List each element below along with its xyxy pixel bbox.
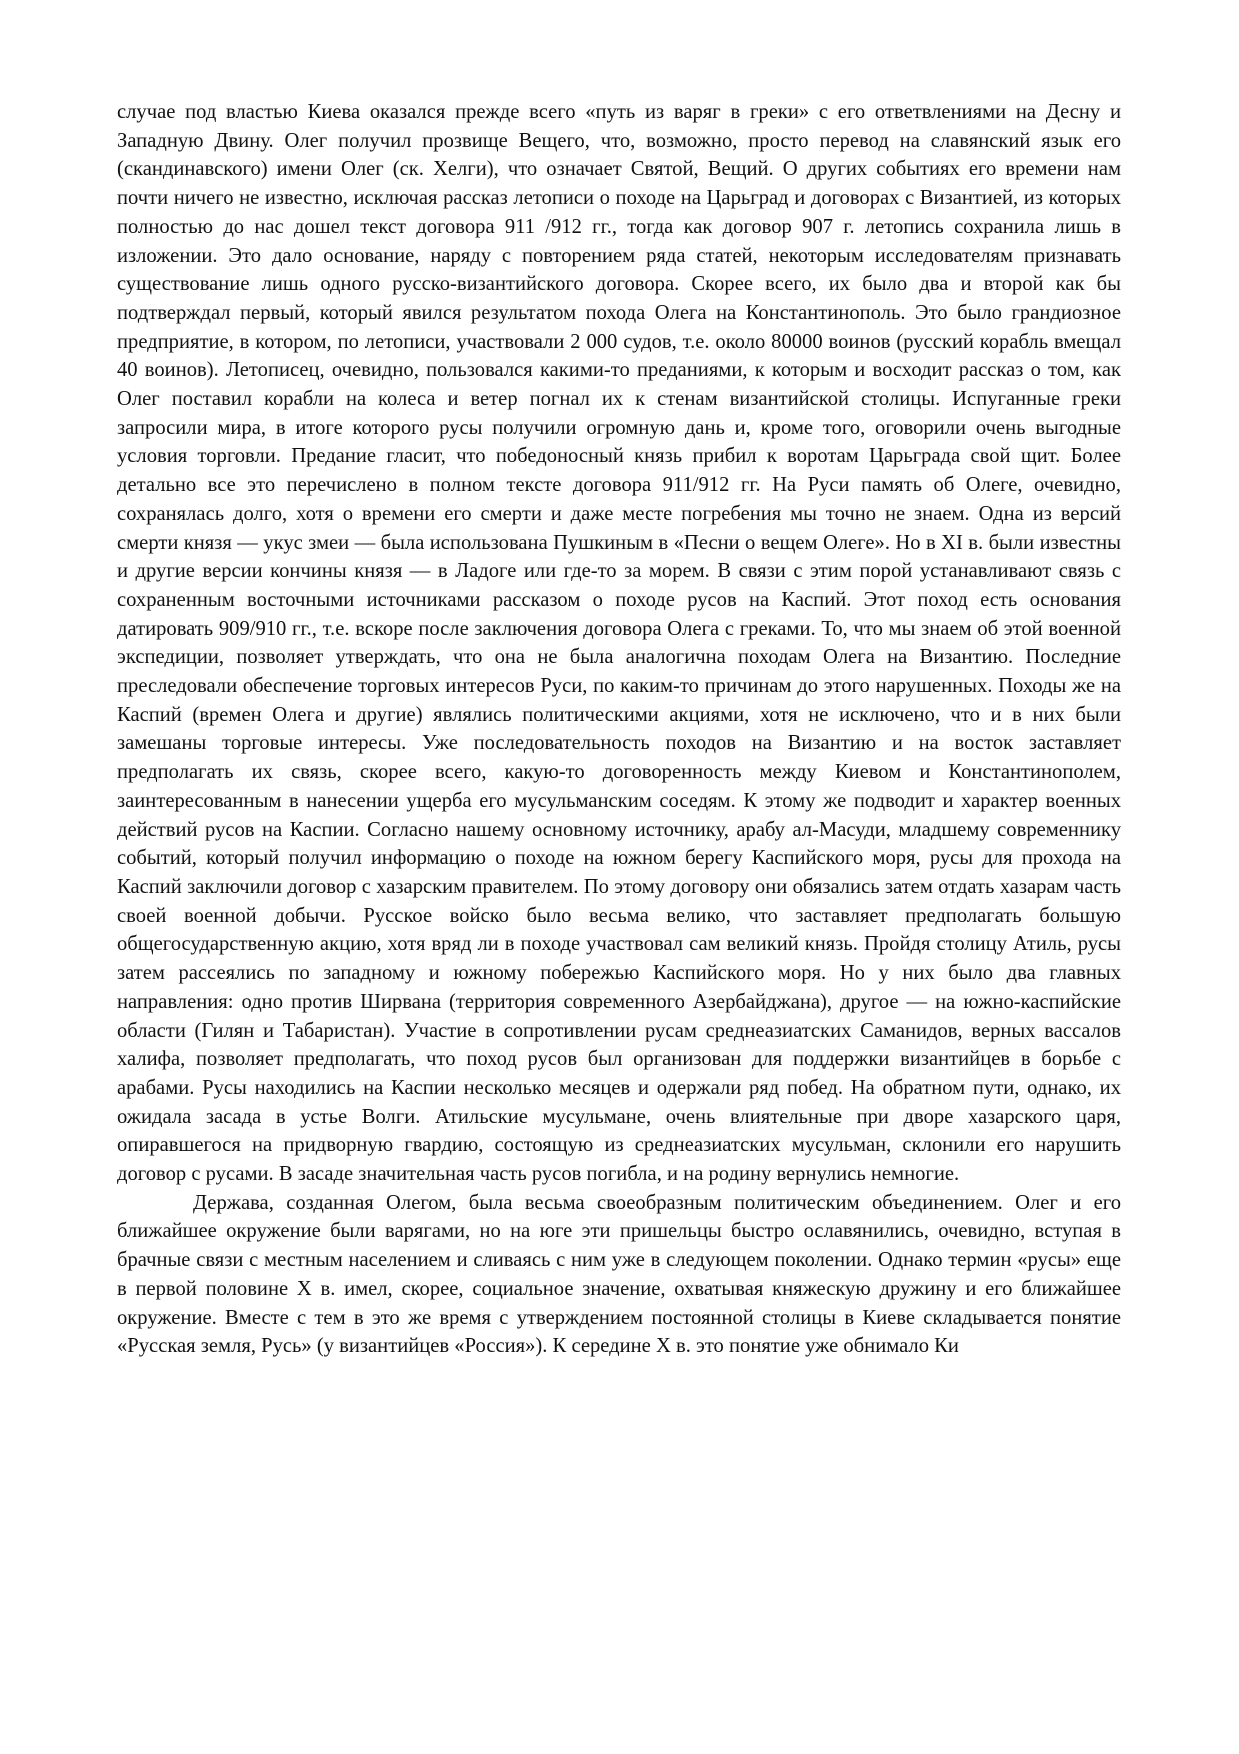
document-page	[117, 98, 1121, 1361]
paragraph-oleg-state: Держава, созданная Олегом, была весьма своеобразным политическим объединением. Олег и его ближайшее окружение были варягами, но на юге эти пришельцы быстро ославянились, очевидно, вступая в брачные связи с местным населением и сливаясь с ним уже в следующем поколении. Однако термин «русы» еще в первой половине X в. имел, скорее, социальное значение, охватывая княжескую дружину и его ближайшее окружение. Вместе с тем в это же время с утверждением постоянной столицы в Киеве складывается понятие «Русская земля, Русь» (у византийцев «Россия»). К середине X в. это понятие уже обнимало Ки	[117, 1191, 1121, 1358]
paragraph-oleg-campaigns: случае под властью Киева оказался прежде всего «путь из варяг в греки» с его ответвлениями на Десну и Западную Двину. Олег получил прозвище Вещего, что, возможно, просто перевод на славянский язык его (скандинавского) имени Олег (ск. Хелги), что означает Святой, Вещий. О других событиях его времени нам почти ничего не известно, исключая рассказ летописи о походе на Царьград и договорах с Византией, из которых полностью до нас дошел текст договора 911 /912 гг., тогда как договор 907 г. летопись сохранила лишь в изложении. Это дало основание, наряду с повторением ряда статей, некоторым исследователям признавать существование лишь одного русско-византийского договора. Скорее всего, их было два и второй как бы подтверждал первый, который явился результатом похода Олега на Константинополь. Это было грандиозное предприятие, в котором, по летописи, участвовали 2 000 судов, т.е. около 80000 воинов (русский корабль вмещал 40 воинов). Летописец, очевидно, пользовался какими-то преданиями, к которым и восходит рассказ о том, как Олег поставил корабли на колеса и ветер погнал их к стенам византийской столицы. Испуганные греки запросили мира, в итоге которого русы получили огромную дань и, кроме того, оговорили очень выгодные условия торговли. Предание гласит, что победоносный князь прибил к воротам Царьграда свой щит. Более детально все это перечислено в полном тексте договора 911/912 гг. На Руси память об Олеге, очевидно, сохранялась долго, хотя о времени его смерти и даже месте погребения мы точно не знаем. Одна из версий смерти князя — укус змеи — была использована Пушкиным в «Песни о вещем Олеге». Но в XI в. были известны и другие версии кончины князя — в Ладоге или где-то за морем. В связи с этим порой устанавливают связь с сохраненным восточными источниками рассказом о походе русов на Каспий. Этот поход есть основания датировать 909/910 гг., т.е. вскоре после заключения договора Олега с греками. То, что мы знаем об этой военной экспедиции, позволяет утверждать, что она не была аналогична походам Олега на Византию. Последние преследовали обеспечение торговых интересов Руси, по каким-то причинам до этого нарушенных. Походы же на Каспий (времен Олега и другие) являлись политическими акциями, хотя не исключено, что и в них были замешаны торговые интересы. Уже последовательность походов на Византию и на восток заставляет предполагать их связь, скорее всего, какую-то договоренность между Киевом и Константинополем, заинтересованным в нанесении ущерба его мусульманским соседям. К этому же подводит и характер военных действий русов на Каспии. Согласно нашему основному источнику, арабу ал-Масуди, младшему современнику событий, который получил информацию о походе на южном берегу Каспийского моря, русы для прохода на Каспий заключили договор с хазарским правителем. По этому договору они обязались затем отдать хазарам часть своей военной добычи. Русское войско было весьма велико, что заставляет предполагать большую общегосударственную акцию, хотя вряд ли в походе участвовал сам великий князь. Пройдя столицу Атиль, русы затем рассеялись по западному и южному побережью Каспийского моря. Но у них было два главных направления: одно против Ширвана (территория современного Азербайджана), другое — на южно-каспийские области (Гилян и Табаристан). Участие в сопротивлении русам среднеазиатских Саманидов, верных вассалов халифа, позволяет предполагать, что поход русов был организован для поддержки византийцев в борьбе с арабами. Русы находились на Каспии несколько месяцев и одержали ряд побед. На обратном пути, однако, их ожидала засада в устье Волги. Атильские мусульмане, очень влиятельные при дворе хазарского царя, опиравшегося на придворную гвардию, состоящую из среднеазиатских мусульман, склонили его нарушить договор с русами. В засаде значительная часть русов погибла, и на родину вернулись немногие.	[117, 101, 1121, 1186]
